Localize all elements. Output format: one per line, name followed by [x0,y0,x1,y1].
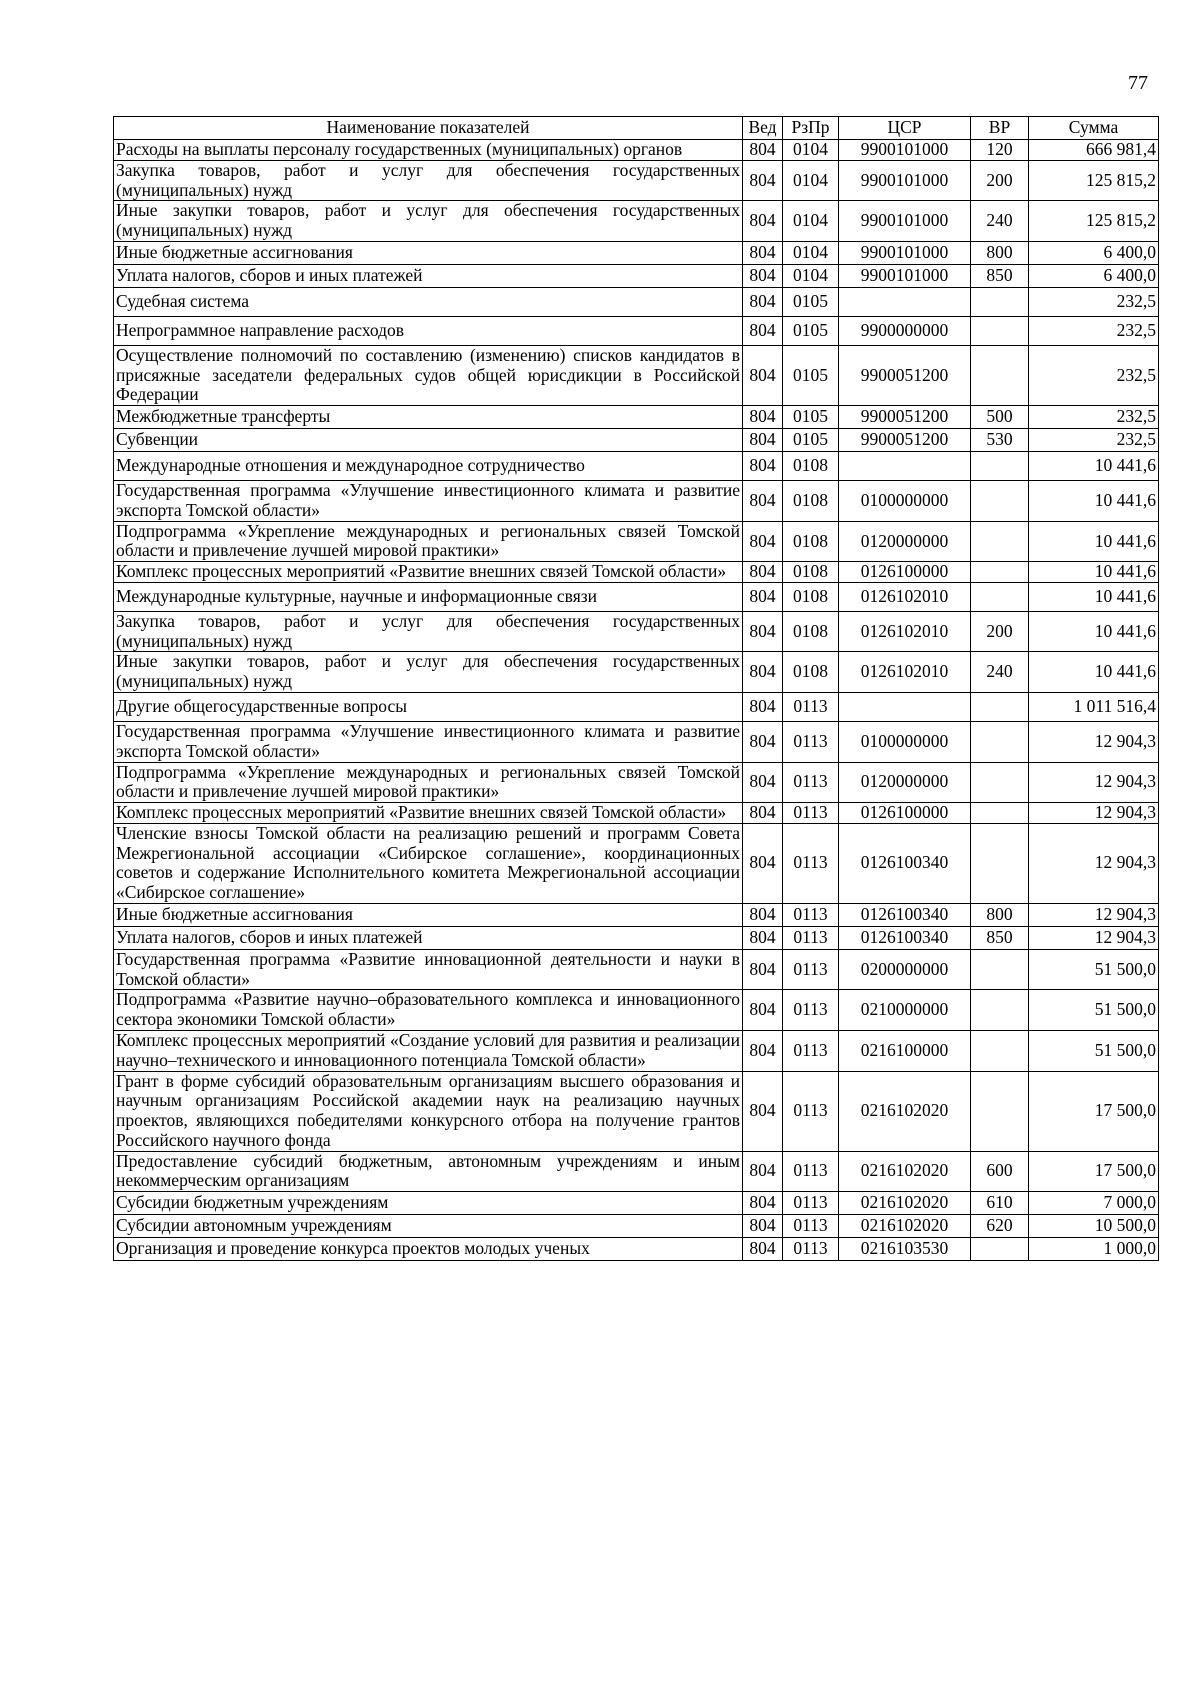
cell-rzpr: 0113 [783,926,839,949]
cell-name: Иные бюджетные ассигнования [114,241,743,264]
cell-csr: 9900101000 [839,140,971,161]
cell-vr: 200 [971,611,1029,652]
cell-sum: 666 981,4 [1029,140,1159,161]
table-row [114,241,1159,264]
cell-name: Государственная программа «Улучшение инвестиционного климата и развитие экспорта Томской области» [114,722,743,763]
cell-vr: 200 [971,160,1029,201]
table-row [114,990,1159,1031]
cell-sum: 51 500,0 [1029,990,1159,1031]
cell-rzpr: 0113 [783,1238,839,1261]
cell-ved: 804 [743,693,783,722]
cell-sum: 125 815,2 [1029,201,1159,242]
cell-vr [971,693,1029,722]
cell-vr: 800 [971,903,1029,926]
cell-csr [839,287,971,316]
cell-vr [971,582,1029,611]
table-row [114,762,1159,803]
header-rzpr: РзПр [783,117,839,140]
cell-sum: 10 441,6 [1029,562,1159,583]
cell-csr: 0120000000 [839,521,971,562]
cell-csr: 0126100340 [839,823,971,903]
cell-name: Осуществление полномочий по составлению (изменению) списков кандидатов в присяжные заседатели федеральных судов общей юрисдикции в Российской Федерации [114,345,743,405]
cell-rzpr: 0105 [783,406,839,429]
cell-csr: 9900051200 [839,406,971,429]
header-ved: Вед [743,117,783,140]
table-row [114,582,1159,611]
cell-vr [971,1238,1029,1261]
table-row [114,1192,1159,1215]
cell-vr [971,803,1029,824]
cell-name: Международные культурные, научные и информационные связи [114,582,743,611]
cell-vr: 800 [971,241,1029,264]
cell-name: Грант в форме субсидий образовательным организациям высшего образования и научным организациям Российской академии наук на реализацию научных проектов, являющихся победителями конкурсного отбора на получение грантов Российского научного фонда [114,1071,743,1151]
cell-name: Иные бюджетные ассигнования [114,903,743,926]
cell-vr [971,949,1029,990]
cell-rzpr: 0113 [783,1192,839,1215]
table-row [114,521,1159,562]
header-sum: Сумма [1029,117,1159,140]
table-row [114,722,1159,763]
cell-csr: 0200000000 [839,949,971,990]
cell-name: Государственная программа «Улучшение инвестиционного климата и развитие экспорта Томской области» [114,481,743,522]
cell-vr: 610 [971,1192,1029,1215]
cell-vr: 620 [971,1215,1029,1238]
cell-rzpr: 0113 [783,693,839,722]
budget-table [113,116,1159,1261]
cell-vr: 850 [971,926,1029,949]
cell-name: Комплекс процессных мероприятий «Создание условий для развития и реализации научно–технического и инновационного потенциала Томской области» [114,1030,743,1071]
cell-rzpr: 0105 [783,316,839,345]
cell-rzpr: 0113 [783,762,839,803]
cell-ved: 804 [743,926,783,949]
cell-rzpr: 0104 [783,241,839,264]
cell-vr: 850 [971,264,1029,287]
cell-vr [971,1030,1029,1071]
cell-rzpr: 0108 [783,562,839,583]
cell-ved: 804 [743,241,783,264]
cell-ved: 804 [743,1215,783,1238]
cell-ved: 804 [743,521,783,562]
cell-csr: 0216102020 [839,1071,971,1151]
cell-name: Другие общегосударственные вопросы [114,693,743,722]
cell-name: Межбюджетные трансферты [114,406,743,429]
cell-name: Комплекс процессных мероприятий «Развитие внешних связей Томской области» [114,562,743,583]
cell-vr: 240 [971,201,1029,242]
cell-sum: 17 500,0 [1029,1151,1159,1192]
cell-sum: 12 904,3 [1029,823,1159,903]
cell-name: Непрограммное направление расходов [114,316,743,345]
cell-sum: 12 904,3 [1029,722,1159,763]
cell-name: Подпрограмма «Укрепление международных и региональных связей Томской области и привлечение лучшей мировой практики» [114,521,743,562]
cell-ved: 804 [743,481,783,522]
cell-csr: 9900051200 [839,429,971,452]
cell-sum: 10 441,6 [1029,481,1159,522]
cell-sum: 12 904,3 [1029,803,1159,824]
cell-name: Расходы на выплаты персоналу государственных (муниципальных) органов [114,140,743,161]
cell-rzpr: 0104 [783,264,839,287]
cell-csr: 0210000000 [839,990,971,1031]
cell-name: Субсидии автономным учреждениям [114,1215,743,1238]
cell-csr: 0100000000 [839,481,971,522]
cell-csr: 0126102010 [839,582,971,611]
cell-sum: 6 400,0 [1029,241,1159,264]
cell-ved: 804 [743,762,783,803]
table-row [114,452,1159,481]
table-row [114,1238,1159,1261]
cell-csr: 0126100000 [839,803,971,824]
cell-rzpr: 0113 [783,990,839,1031]
table-row [114,611,1159,652]
cell-vr: 500 [971,406,1029,429]
cell-ved: 804 [743,140,783,161]
cell-csr: 9900101000 [839,241,971,264]
cell-sum: 1 011 516,4 [1029,693,1159,722]
cell-csr: 9900101000 [839,201,971,242]
cell-ved: 804 [743,1071,783,1151]
cell-sum: 10 500,0 [1029,1215,1159,1238]
cell-rzpr: 0113 [783,1071,839,1151]
cell-ved: 804 [743,429,783,452]
cell-sum: 232,5 [1029,316,1159,345]
cell-name: Уплата налогов, сборов и иных платежей [114,926,743,949]
table-row [114,903,1159,926]
cell-csr: 0216103530 [839,1238,971,1261]
cell-name: Закупка товаров, работ и услуг для обеспечения государственных (муниципальных) нужд [114,611,743,652]
table-row [114,803,1159,824]
cell-sum: 51 500,0 [1029,1030,1159,1071]
cell-vr [971,990,1029,1031]
cell-name: Субсидии бюджетным учреждениям [114,1192,743,1215]
cell-ved: 804 [743,452,783,481]
cell-rzpr: 0104 [783,160,839,201]
table-row [114,287,1159,316]
cell-sum: 232,5 [1029,429,1159,452]
cell-rzpr: 0113 [783,1030,839,1071]
cell-ved: 804 [743,316,783,345]
cell-sum: 232,5 [1029,287,1159,316]
header-name: Наименование показателей [114,117,743,140]
cell-name: Предоставление субсидий бюджетным, автономным учреждениям и иным некоммерческим организациям [114,1151,743,1192]
cell-ved: 804 [743,903,783,926]
cell-ved: 804 [743,1238,783,1261]
cell-csr: 0100000000 [839,722,971,763]
table-row [114,160,1159,201]
cell-ved: 804 [743,611,783,652]
cell-sum: 51 500,0 [1029,949,1159,990]
cell-ved: 804 [743,264,783,287]
cell-ved: 804 [743,803,783,824]
table-row [114,1030,1159,1071]
cell-ved: 804 [743,201,783,242]
cell-csr: 0126102010 [839,652,971,693]
cell-sum: 17 500,0 [1029,1071,1159,1151]
cell-name: Подпрограмма «Развитие научно–образовательного комплекса и инновационного сектора экономики Томской области» [114,990,743,1031]
table-row [114,562,1159,583]
cell-sum: 232,5 [1029,406,1159,429]
cell-rzpr: 0104 [783,201,839,242]
cell-ved: 804 [743,652,783,693]
cell-ved: 804 [743,562,783,583]
cell-vr [971,722,1029,763]
cell-name: Членские взносы Томской области на реализацию решений и программ Совета Межрегиональной ассоциации «Сибирское соглашение», координационных советов и содержание Исполнительного комитета Межрегиональной ассоциации «Сибирское соглашение» [114,823,743,903]
cell-csr: 9900101000 [839,160,971,201]
cell-name: Международные отношения и международное сотрудничество [114,452,743,481]
cell-rzpr: 0108 [783,481,839,522]
cell-sum: 12 904,3 [1029,926,1159,949]
table-row [114,316,1159,345]
cell-ved: 804 [743,582,783,611]
cell-csr [839,693,971,722]
cell-csr: 0216102020 [839,1192,971,1215]
cell-vr [971,521,1029,562]
cell-rzpr: 0108 [783,521,839,562]
cell-vr: 120 [971,140,1029,161]
cell-name: Комплекс процессных мероприятий «Развитие внешних связей Томской области» [114,803,743,824]
cell-sum: 10 441,6 [1029,582,1159,611]
cell-rzpr: 0105 [783,429,839,452]
cell-vr: 240 [971,652,1029,693]
cell-vr [971,316,1029,345]
table-row [114,429,1159,452]
table-row [114,1071,1159,1151]
cell-vr [971,823,1029,903]
cell-csr: 0120000000 [839,762,971,803]
table-row [114,201,1159,242]
cell-rzpr: 0108 [783,452,839,481]
cell-sum: 125 815,2 [1029,160,1159,201]
cell-ved: 804 [743,160,783,201]
cell-vr [971,1071,1029,1151]
cell-name: Уплата налогов, сборов и иных платежей [114,264,743,287]
cell-ved: 804 [743,722,783,763]
table-row [114,140,1159,161]
cell-ved: 804 [743,1030,783,1071]
cell-name: Судебная система [114,287,743,316]
cell-csr: 0126100340 [839,903,971,926]
table-row [114,264,1159,287]
cell-vr [971,287,1029,316]
cell-sum: 7 000,0 [1029,1192,1159,1215]
cell-name: Иные закупки товаров, работ и услуг для обеспечения государственных (муниципальных) нужд [114,652,743,693]
cell-rzpr: 0113 [783,803,839,824]
cell-sum: 10 441,6 [1029,611,1159,652]
page-number: 77 [1128,72,1148,94]
cell-csr: 9900051200 [839,345,971,405]
cell-vr [971,481,1029,522]
cell-name: Государственная программа «Развитие инновационной деятельности и науки в Томской области» [114,949,743,990]
cell-csr: 9900101000 [839,264,971,287]
header-csr: ЦСР [839,117,971,140]
cell-rzpr: 0105 [783,287,839,316]
table-row [114,1215,1159,1238]
cell-sum: 232,5 [1029,345,1159,405]
cell-ved: 804 [743,949,783,990]
cell-name: Иные закупки товаров, работ и услуг для обеспечения государственных (муниципальных) нужд [114,201,743,242]
cell-sum: 1 000,0 [1029,1238,1159,1261]
cell-ved: 804 [743,406,783,429]
cell-ved: 804 [743,1151,783,1192]
cell-rzpr: 0108 [783,582,839,611]
table-row [114,481,1159,522]
cell-sum: 10 441,6 [1029,452,1159,481]
cell-ved: 804 [743,823,783,903]
table-row [114,652,1159,693]
cell-vr: 600 [971,1151,1029,1192]
cell-sum: 10 441,6 [1029,521,1159,562]
cell-name: Субвенции [114,429,743,452]
cell-vr [971,762,1029,803]
cell-csr [839,452,971,481]
cell-csr: 0216102020 [839,1215,971,1238]
cell-csr: 0126100000 [839,562,971,583]
cell-rzpr: 0105 [783,345,839,405]
cell-rzpr: 0113 [783,722,839,763]
cell-sum: 10 441,6 [1029,652,1159,693]
cell-ved: 804 [743,1192,783,1215]
header-vr: ВР [971,117,1029,140]
cell-vr [971,562,1029,583]
cell-rzpr: 0113 [783,1151,839,1192]
cell-rzpr: 0108 [783,652,839,693]
cell-csr: 0216102020 [839,1151,971,1192]
table-row [114,926,1159,949]
cell-rzpr: 0113 [783,903,839,926]
table-row [114,345,1159,405]
cell-csr: 9900000000 [839,316,971,345]
cell-vr: 530 [971,429,1029,452]
cell-sum: 12 904,3 [1029,903,1159,926]
cell-rzpr: 0113 [783,1215,839,1238]
table-row [114,949,1159,990]
cell-name: Организация и проведение конкурса проектов молодых ученых [114,1238,743,1261]
cell-rzpr: 0113 [783,949,839,990]
cell-ved: 804 [743,287,783,316]
cell-ved: 804 [743,345,783,405]
table-row [114,693,1159,722]
cell-rzpr: 0108 [783,611,839,652]
cell-name: Подпрограмма «Укрепление международных и региональных связей Томской области и привлечение лучшей мировой практики» [114,762,743,803]
table-row [114,406,1159,429]
cell-rzpr: 0113 [783,823,839,903]
cell-vr [971,345,1029,405]
cell-csr: 0126100340 [839,926,971,949]
table-row [114,1151,1159,1192]
cell-sum: 6 400,0 [1029,264,1159,287]
cell-csr: 0126102010 [839,611,971,652]
table-row [114,823,1159,903]
cell-vr [971,452,1029,481]
table-header-row [114,117,1159,140]
cell-rzpr: 0104 [783,140,839,161]
cell-sum: 12 904,3 [1029,762,1159,803]
cell-name: Закупка товаров, работ и услуг для обеспечения государственных (муниципальных) нужд [114,160,743,201]
cell-ved: 804 [743,990,783,1031]
cell-csr: 0216100000 [839,1030,971,1071]
